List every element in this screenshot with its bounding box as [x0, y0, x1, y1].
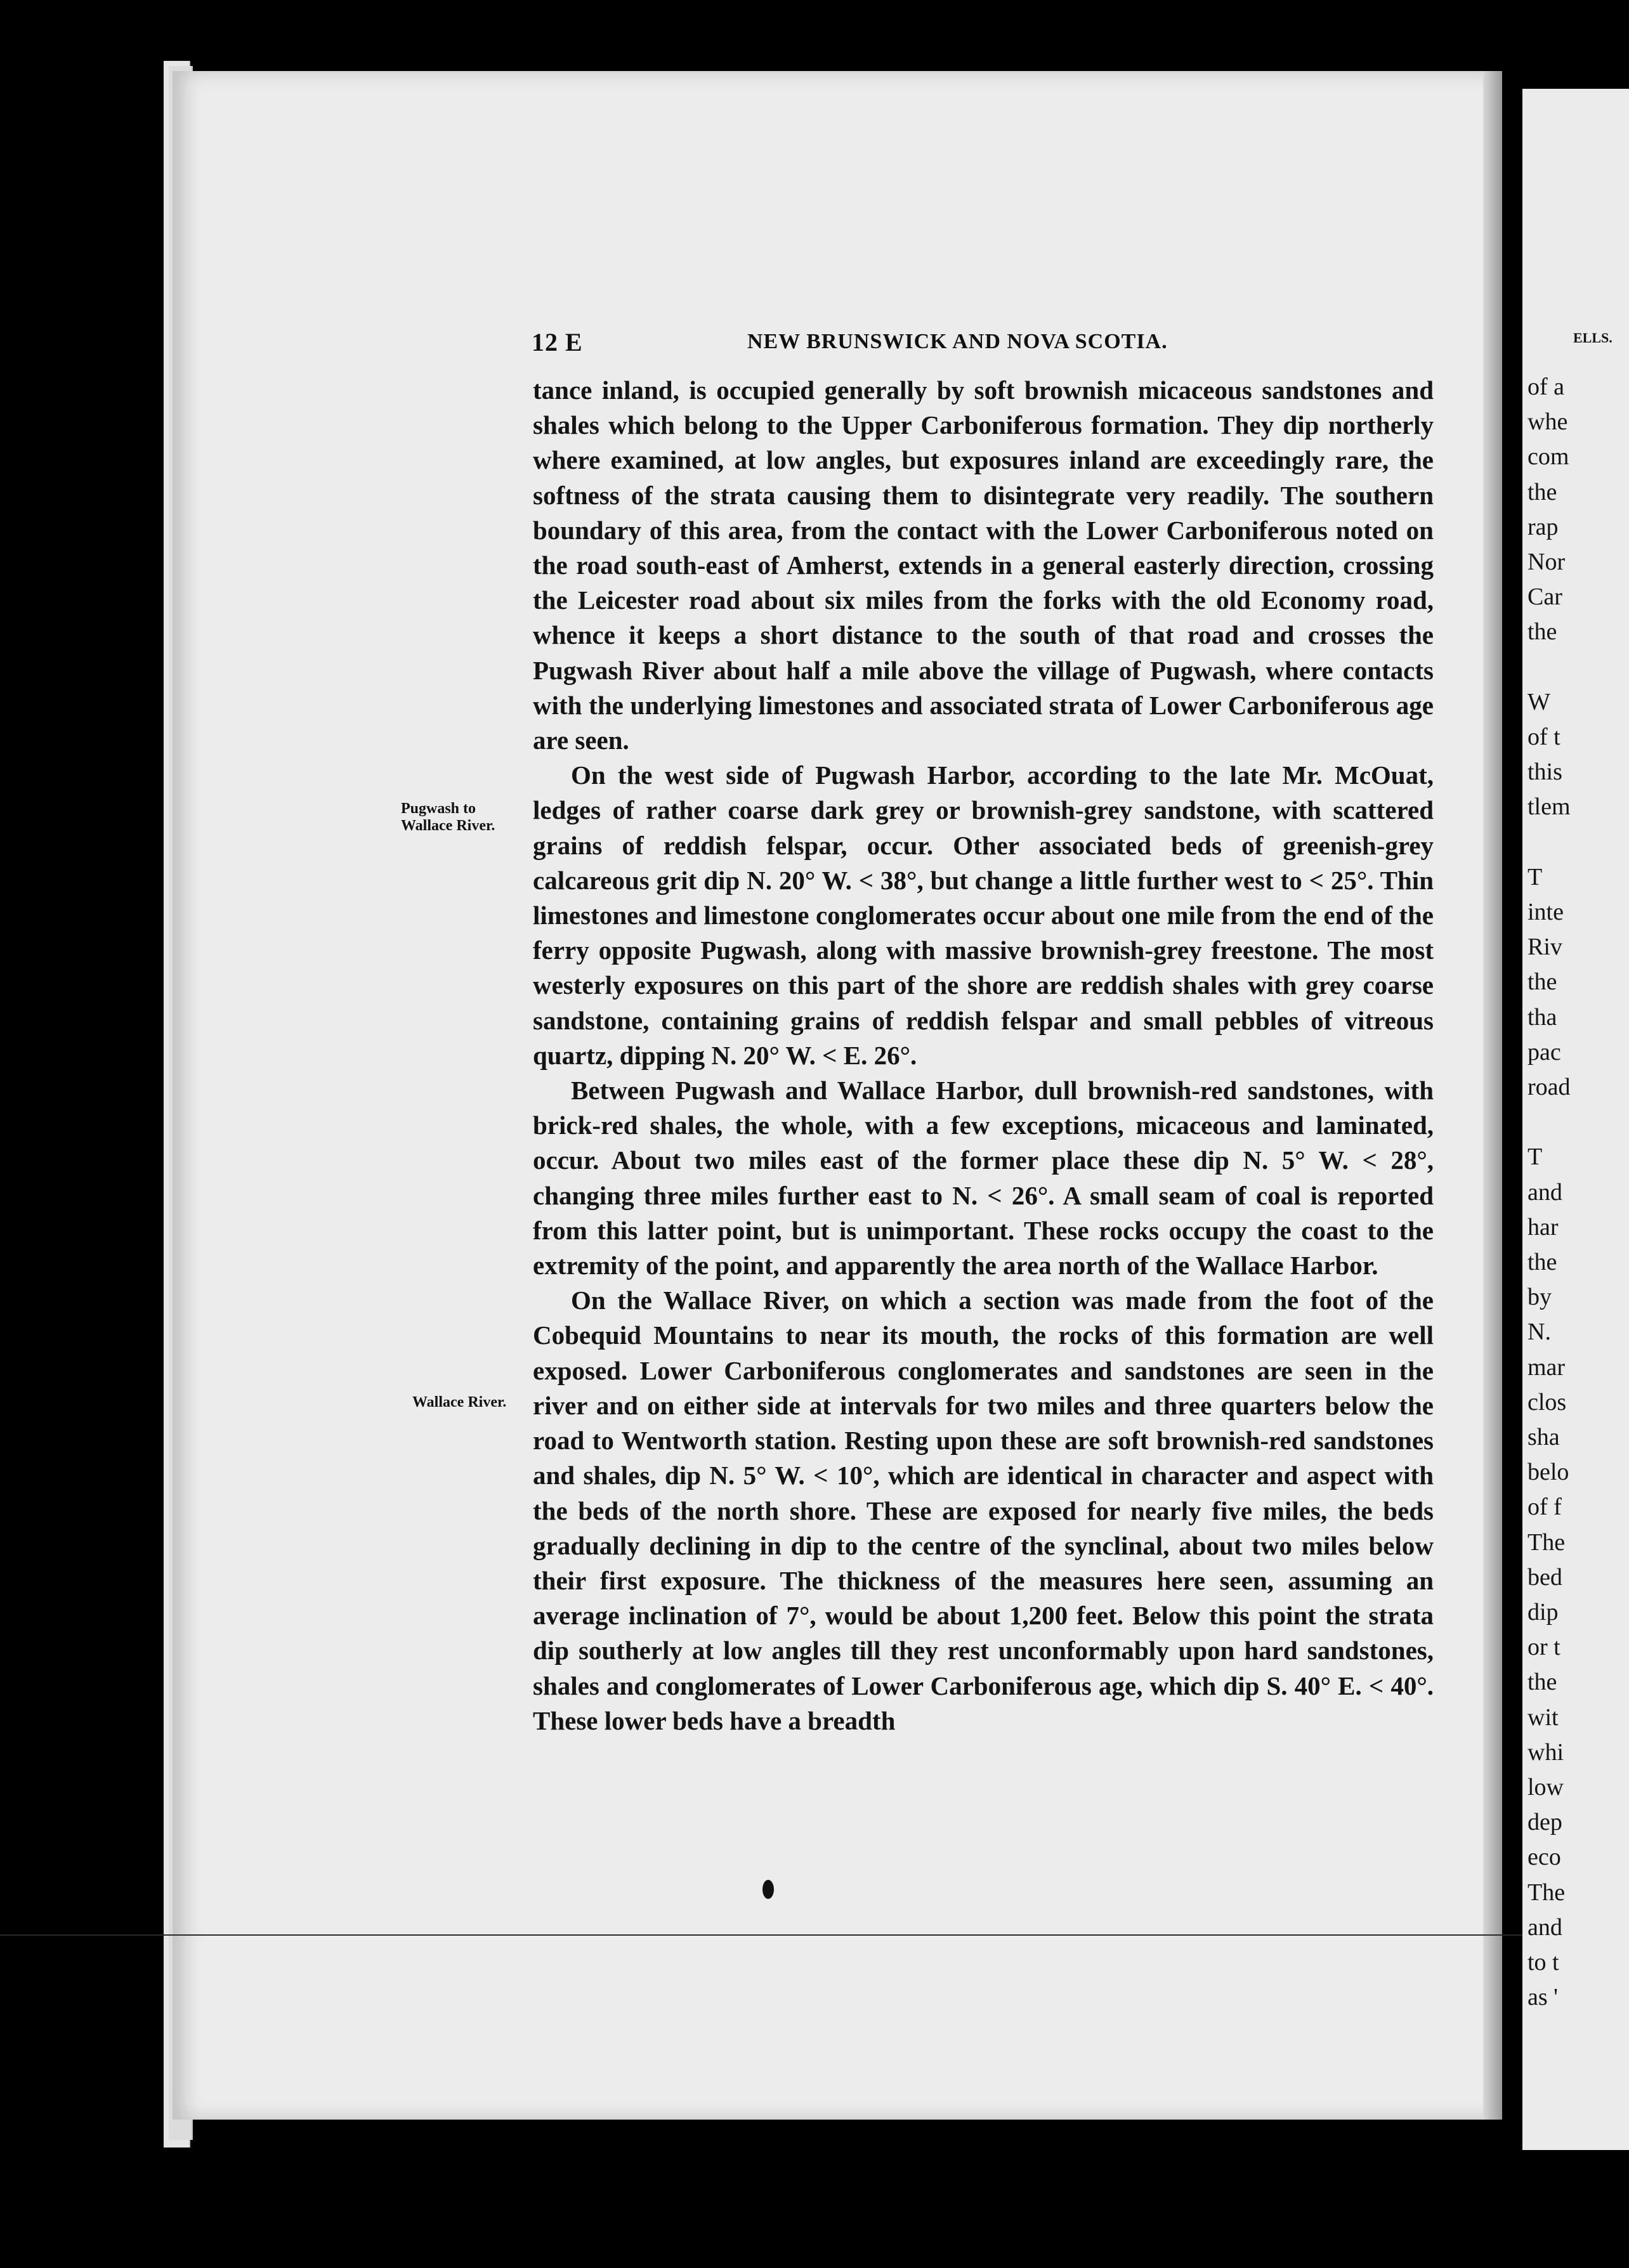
next-page-fragment: whi — [1528, 1738, 1564, 1766]
next-page — [1522, 89, 1629, 2150]
next-page-fragment: T — [1528, 863, 1543, 890]
page-number: 12 E — [532, 328, 583, 356]
next-page-fragment: as ' — [1528, 1984, 1559, 2011]
paragraph: On the west side of Pugwash Harbor, according to the late Mr. McOuat, ledges of rather coarse dark grey or brownish-grey sandstone, with scattered grains of reddish felspar, occur. Other associated beds of greenish-grey calcareous grit dip N. 20° W. < 38°, but change a little further west to < 25°. Thin limestones and limestone conglomerates occur about one mile from the end of the ferry opposite Pugwash, along with massive brownish-grey freestone. The most westerly exposures on this part of the shore are reddish shales with grey coarse sandstone, containing grains of reddish felspar and small pebbles of vitreous quartz, dipping N. 20° W. < E. 26°. — [533, 760, 1434, 1070]
next-page-fragment: tlem — [1528, 793, 1571, 821]
next-page-fragment: by — [1528, 1284, 1552, 1311]
next-page-fragment: or t — [1528, 1634, 1560, 1661]
next-page-fragment: belo — [1528, 1459, 1569, 1486]
next-page-fragment: rap — [1528, 513, 1559, 540]
paragraph: tance inland, is occupied generally by soft brownish micaceous sandstones and shales which belong to the Upper Carboniferous formation. They dip northerly where examined, at low angles, but exposures inland are exceedingly rare, the softness of the strata causing them to disintegrate very readily. The southern boundary of this area, from the contact with the Lower Carboniferous noted on the road south-east of Amherst, extends in a general easterly direction, crossing the Leicester road about six miles from the forks with the old Economy road, whence it keeps a short distance to the south of that road and crosses the Pugwash River about half a mile above the village of Pugwash, where contacts with the underlying limestones and associated strata of Lower Carboniferous age are seen. — [533, 375, 1434, 755]
next-page-fragment: dep — [1528, 1809, 1562, 1836]
next-page-fragment: Car — [1528, 583, 1562, 611]
next-page-fragment: and — [1528, 1913, 1562, 1941]
next-page-fragment: the — [1528, 478, 1557, 505]
next-page-fragment: to t — [1528, 1949, 1559, 1976]
next-page-fragment: of t — [1528, 724, 1560, 750]
next-page-fragment: mar — [1528, 1353, 1566, 1381]
body-text — [533, 373, 1434, 1738]
next-page-fragment: Riv — [1528, 934, 1562, 961]
next-page-fragment: dip — [1528, 1599, 1559, 1626]
paragraph: On the Wallace River, on which a section was made from the foot of the Cobequid Mountains to near its mouth, the rocks of this formation are well exposed. Lower Carboniferous conglomerates and sandstones are seen in the river and on either side at intervals for two miles and three quarters below the road to Wentworth station. Resting upon these are soft brownish-red sandstones and shales, dip N. 5° W. < 10°, which are identical in character and aspect with the beds of the north shore. These are exposed for nearly five miles, the beds gradually declining in dip to the centre of the synclinal, about two miles below their first exposure. The thickness of the measures here seen, assuming an average inclination of 7°, would be about 1,200 feet. Below this point the strata dip southerly at low angles till they rest unconformably upon hard sandstones, shales and conglomerates of Lower Carboniferous age, which dip S. 40° E. < 40°. These lower beds have a breadth — [533, 1286, 1434, 1735]
next-page-fragment: Nor — [1528, 549, 1566, 575]
next-page-fragment: inte — [1528, 899, 1564, 925]
gutter-shadow — [1483, 71, 1502, 2120]
next-page-fragment: clos — [1528, 1388, 1567, 1416]
next-page-fragment: bed — [1528, 1563, 1562, 1591]
paragraph: Between Pugwash and Wallace Harbor, dull brownish-red sandstones, with brick-red shales, the whole, with a few exceptions, micaceous and laminated, occur. About two miles east of the former place these dip N. 5° W. < 28°, changing three miles further east to N. < 26°. A small seam of coal is reported from this latter point, but is unimportant. These rocks occupy the coast to the extremity of the point, and apparently the area north of the Wallace Harbor. — [533, 1076, 1434, 1281]
next-page-fragment: of f — [1528, 1494, 1562, 1521]
next-page-fragment: this — [1528, 759, 1562, 786]
next-page-fragment: pac — [1528, 1038, 1561, 1066]
side-note-wallace: Wallace River. — [412, 1394, 507, 1411]
next-page-fragment: eco — [1528, 1844, 1561, 1871]
next-page-fragment: W — [1528, 688, 1550, 715]
next-page-fragment: sha — [1528, 1424, 1560, 1450]
next-page-fragment: the — [1528, 1249, 1557, 1275]
next-page-fragment: and — [1528, 1178, 1562, 1206]
ink-blot — [762, 1880, 774, 1899]
running-title: NEW BRUNSWICK AND NOVA SCOTIA. — [747, 330, 1168, 353]
next-page-fragment: tha — [1528, 1003, 1557, 1031]
next-page-fragment: low — [1528, 1774, 1564, 1801]
next-page-fragment: of a — [1528, 374, 1565, 400]
next-page-fragment: har — [1528, 1213, 1559, 1241]
side-note-pugwash: Pugwash to Wallace River. — [401, 800, 495, 834]
next-page-fragment: com — [1528, 443, 1569, 471]
next-page-fragment: T — [1528, 1144, 1543, 1171]
next-page-fragment: N. — [1528, 1319, 1551, 1346]
next-page-fragment: The — [1528, 1528, 1566, 1556]
next-page-fragment: The — [1528, 1879, 1566, 1906]
scan-scratch — [0, 1934, 1522, 1936]
next-page-fragment: the — [1528, 618, 1557, 646]
next-page-fragment: the — [1528, 968, 1557, 996]
next-page-head: ELLS. — [1573, 330, 1613, 346]
next-page-fragment: whe — [1528, 408, 1568, 436]
next-page-fragment: road — [1528, 1074, 1571, 1100]
next-page-fragment: the — [1528, 1669, 1557, 1696]
next-page-fragment: wit — [1528, 1704, 1559, 1731]
